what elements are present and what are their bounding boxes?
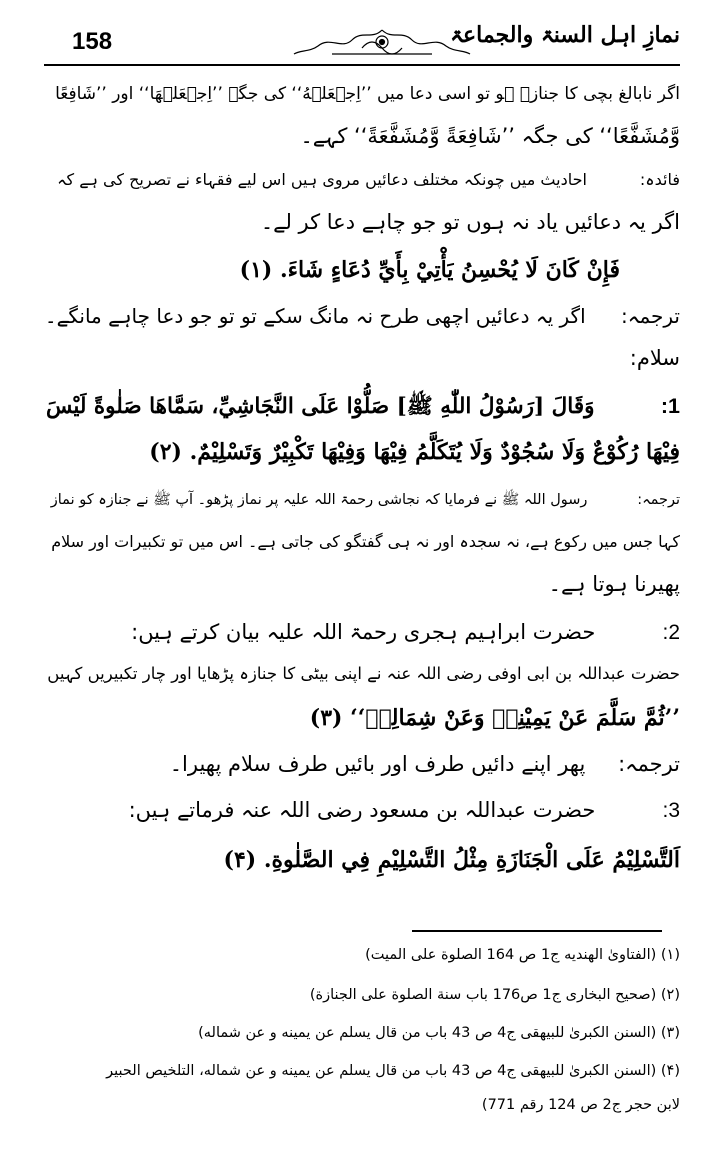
footnote: (۳) (السنن الکبریٰ للبیهقی ج4 ص 43 باب من قال یسلم عن یمینه و عن شماله) bbox=[198, 1025, 680, 1041]
translation-1 bbox=[45, 300, 680, 332]
hadith-number: 3: bbox=[662, 799, 680, 822]
translation-2-line-1 bbox=[51, 484, 680, 516]
translation-3 bbox=[170, 748, 680, 780]
translation-text: اگر یہ دعائیں اچھی طرح نہ مانگ سکے تو تو جو دعا چاہے مانگے۔ bbox=[44, 304, 586, 328]
hadith-number: 2: bbox=[662, 621, 680, 644]
hadith-intro-text: حضرت عبداللہ بن مسعود رضی اللہ عنہ فرماتے ہیں: bbox=[128, 798, 596, 822]
translation-2-line-2: کہا جس میں رکوع ہے، نہ سجدہ اور نہ ہی گفتگو کی جاتی ہے۔ اس میں تو تکبیرات اور سلام bbox=[51, 532, 680, 551]
body-line: وَّمُشَفَّعًا‘‘ کی جگہ ’’شَافِعَةً وَّمُشَفَّعَةً‘‘ کہے۔ bbox=[300, 124, 680, 148]
hadith-text: وَقَالَ [رَسُوْلُ اللّٰهِ ﷺ] صَلُّوْا عَلَى النَّجَاشِيِّ، سَمَّاهَا صَلٰوةً لَيْسَ bbox=[45, 394, 595, 419]
translation-2-line-3: پھیرنا ہوتا ہے۔ bbox=[548, 572, 680, 596]
hadith-2-intro bbox=[131, 616, 680, 649]
translation-label: ترجمہ: bbox=[637, 492, 680, 508]
faida-paragraph bbox=[57, 164, 680, 196]
faida-text: احادیث میں چونکہ مختلف دعائیں مروی ہیں اس لیے فقہاء نے تصریح کی ہے کہ bbox=[57, 170, 587, 189]
hadith-number: 1: bbox=[660, 394, 680, 418]
hadith-1-line-1 bbox=[46, 390, 680, 423]
page-number: 158 bbox=[72, 28, 113, 55]
decorative-ornament-icon bbox=[292, 26, 472, 60]
body-line: اگر نابالغ بچی کا جنازہ ہو تو اسی دعا میں ’’اِجۡعَلۡهُ‘‘ کی جگہ ’’اِجۡعَلۡهَا‘‘ اور ’’شَافِعًا bbox=[55, 84, 680, 104]
hadith-1-line-2: فِيْهَا رُكُوْعٌ وَلَا سُجُوْدٌ وَلَا يُتَكَلَّمُ فِيْهَا وَفِيْهَا تَكْبِيْرٌ وَتَسْلِيْمٌ. (۲) bbox=[149, 439, 680, 465]
faida-label: فائدہ: bbox=[639, 170, 680, 189]
hadith-3-intro bbox=[129, 794, 680, 827]
translation-label: ترجمہ: bbox=[621, 304, 680, 328]
translation-label: ترجمہ: bbox=[618, 752, 680, 776]
footnote: (۴) (السنن الکبریٰ للبیهقی ج4 ص 43 باب من قال یسلم عن یمینه و عن شماله، التلخیص الحبیر bbox=[106, 1063, 680, 1079]
footnote: (۱) (الفتاویٰ الهندیه ج1 ص 164 الصلوة علی المیت) bbox=[365, 947, 680, 963]
hadith-3-arabic: اَلتَّسْلِيْمُ عَلَى الْجَنَازَةِ مِثْلُ التَّسْلِيْمِ فِي الصَّلٰوةِ. (۴) bbox=[223, 847, 680, 873]
hadith-2-text: حضرت عبداللہ بن ابی اوفی رضی اللہ عنہ نے اپنی بیٹی کا جنازہ پڑھایا اور چار تکبیریں کہیں bbox=[47, 664, 680, 683]
translation-text: رسول اللہ ﷺ نے فرمایا کہ نجاشی رحمۃ اللہ علیہ پر نماز پڑھو۔ آپ ﷺ نے جنازہ کو نماز bbox=[50, 492, 588, 508]
hadith-intro-text: حضرت ابراہیم ہجری رحمۃ اللہ علیہ بیان کرتے ہیں: bbox=[131, 620, 596, 644]
faida-continuation: اگر یہ دعائیں یاد نہ ہوں تو جو چاہے دعا کر لے۔ bbox=[260, 210, 680, 234]
arabic-quote: فَإِنْ كَانَ لَا يُحْسِنُ يَأْتِيْ بِأَيِّ دُعَاءٍ شَاءَ. (۱) bbox=[239, 257, 620, 283]
hadith-2-arabic: ’’ثُمَّ سَلَّمَ عَنْ يَمِيْنِهٖ وَعَنْ شِمَالِهٖ‘‘ (۳) bbox=[309, 705, 680, 731]
running-title: نمازِ اہل السنۃ والجماعۃ bbox=[450, 22, 680, 48]
page-header bbox=[44, 20, 680, 64]
header-divider bbox=[44, 64, 680, 66]
footnote-divider bbox=[412, 930, 662, 932]
translation-text: پھر اپنے دائیں طرف اور بائیں طرف سلام پھیرا۔ bbox=[169, 752, 586, 776]
footnote: (۲) (صحیح البخاری ج1 ص176 باب سنة الصلوة علی الجنازة) bbox=[309, 987, 680, 1003]
footnote: لابن حجر ج2 ص 124 رقم 771) bbox=[481, 1097, 680, 1113]
salam-heading: سلام: bbox=[629, 346, 680, 370]
